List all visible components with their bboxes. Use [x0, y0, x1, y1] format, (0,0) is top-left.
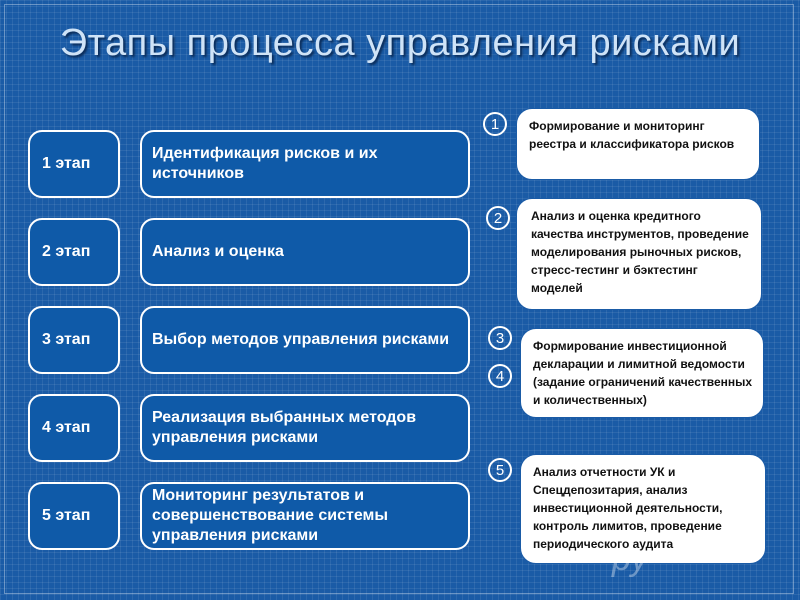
stage-5-label: 5 этап	[28, 482, 120, 550]
stage-1-label: 1 этап	[28, 130, 120, 198]
note-3: Формирование инвестиционной декларации и лимитной ведомости (задание ограничений качественных и количественных)	[520, 328, 764, 418]
marker-5: 5	[488, 458, 512, 482]
watermark: ру	[612, 540, 649, 578]
stage-5-description: Мониторинг результатов и совершенствование системы управления рисками	[140, 482, 470, 550]
note-4: Анализ отчетности УК и Спецдепозитария, анализ инвестиционной деятельности, контроль лимитов, проведение периодического аудита	[520, 454, 766, 564]
marker-3: 3	[488, 326, 512, 350]
marker-1: 1	[483, 112, 507, 136]
stage-2-label: 2 этап	[28, 218, 120, 286]
slide-title: Этапы процесса управления рисками	[59, 22, 741, 64]
stage-3-label: 3 этап	[28, 306, 120, 374]
marker-2: 2	[486, 206, 510, 230]
stage-4-description: Реализация выбранных методов управления рисками	[140, 394, 470, 462]
stage-2-description: Анализ и оценка	[140, 218, 470, 286]
stage-1-description: Идентификация рисков и их источников	[140, 130, 470, 198]
stage-3-description: Выбор методов управления рисками	[140, 306, 470, 374]
note-2: Анализ и оценка кредитного качества инструментов, проведение моделирования рыночных рисков, стресс-тестинг и бэктестинг моделей	[516, 198, 762, 310]
stage-4-label: 4 этап	[28, 394, 120, 462]
note-1: Формирование и мониторинг реестра и классификатора рисков	[516, 108, 760, 180]
marker-4: 4	[488, 364, 512, 388]
